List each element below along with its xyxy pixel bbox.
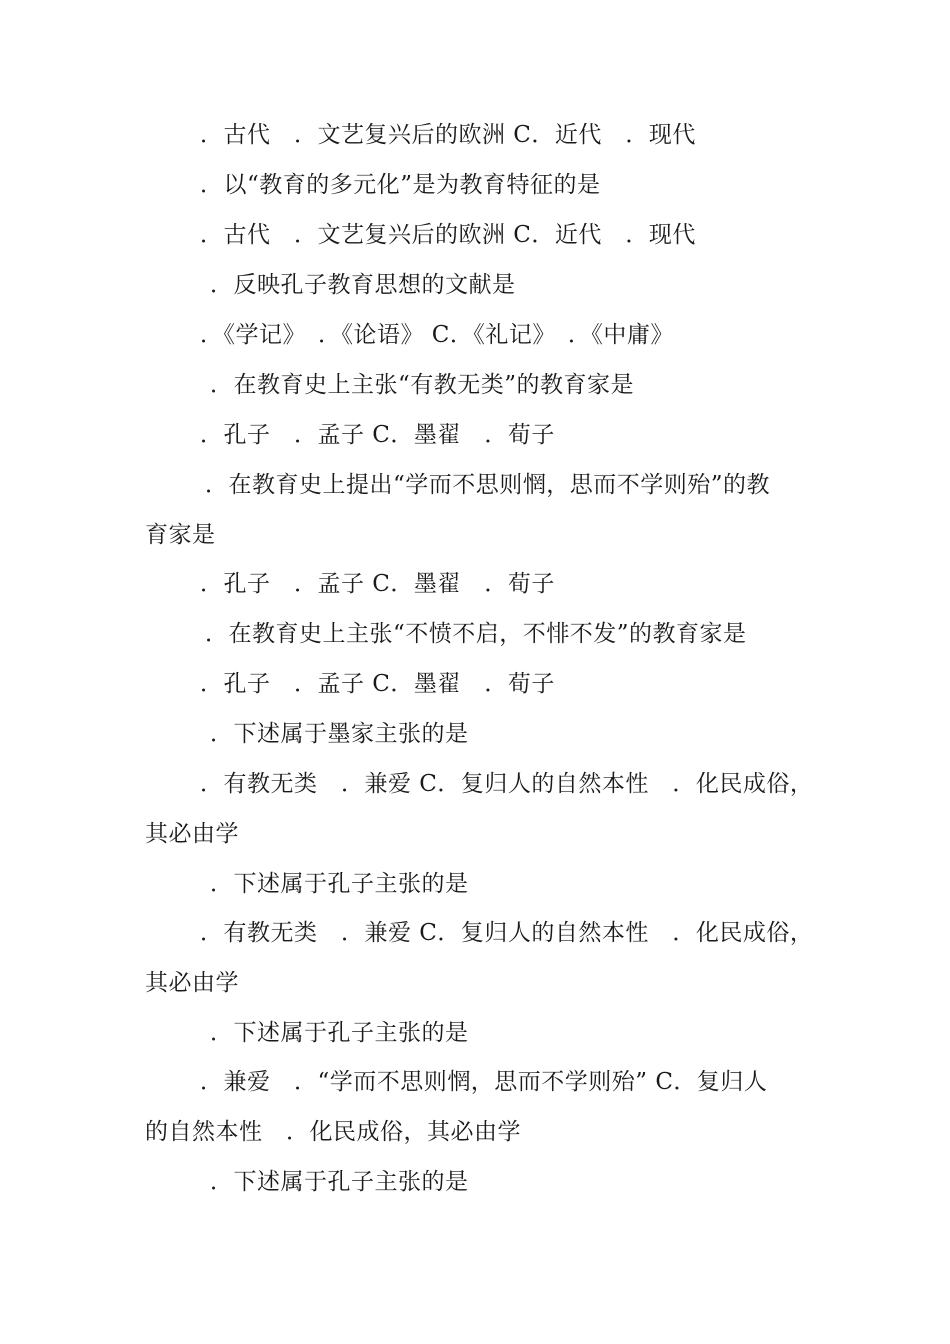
question-line: ．下述属于孔子主张的是 [210,1020,469,1046]
answer-options-line: ．孔子 ．孟子 C．墨翟 ．荀子 [200,671,555,697]
answer-options-line: ．孔子 ．孟子 C．墨翟 ．荀子 [200,571,555,597]
answer-options-line-continued: 的自然本性 ．化民成俗，其必由学 [145,1119,521,1145]
question-line: ．在教育史上主张“不愤不启，不悱不发”的教育家是 [205,621,747,647]
answer-options-line: ．有教无类 ．兼爱 C．复归人的自然本性 ．化民成俗， [200,771,814,797]
question-line: ．下述属于孔子主张的是 [210,1169,469,1195]
question-line: ．以“教育的多元化”是为教育特征的是 [200,172,601,198]
answer-options-line: ．古代 ．文艺复兴后的欧洲 C．近代 ．现代 [200,222,696,248]
answer-options-line: ．孔子 ．孟子 C．墨翟 ．荀子 [200,422,555,448]
answer-options-line-continued: 其必由学 [145,970,239,996]
question-line: ．反映孔子教育思想的文献是 [210,272,516,298]
answer-options-line: ．有教无类 ．兼爱 C．复归人的自然本性 ．化民成俗， [200,920,814,946]
answer-options-line: ．古代 ．文艺复兴后的欧洲 C．近代 ．现代 [200,122,696,148]
question-line: ．下述属于孔子主张的是 [210,871,469,897]
question-line: ．在教育史上主张“有教无类”的教育家是 [210,372,635,398]
question-line: ．在教育史上提出“学而不思则惘，思而不学则殆”的教 [205,472,771,498]
question-line: ．下述属于墨家主张的是 [210,721,469,747]
answer-options-line: ．兼爱 ．“学而不思则惘，思而不学则殆” C．复归人 [200,1069,768,1095]
answer-options-line-continued: 其必由学 [145,821,239,847]
answer-options-line: ．《学记》 ．《论语》 C．《礼记》 ．《中庸》 [200,322,674,348]
question-line-continued: 育家是 [145,522,216,548]
